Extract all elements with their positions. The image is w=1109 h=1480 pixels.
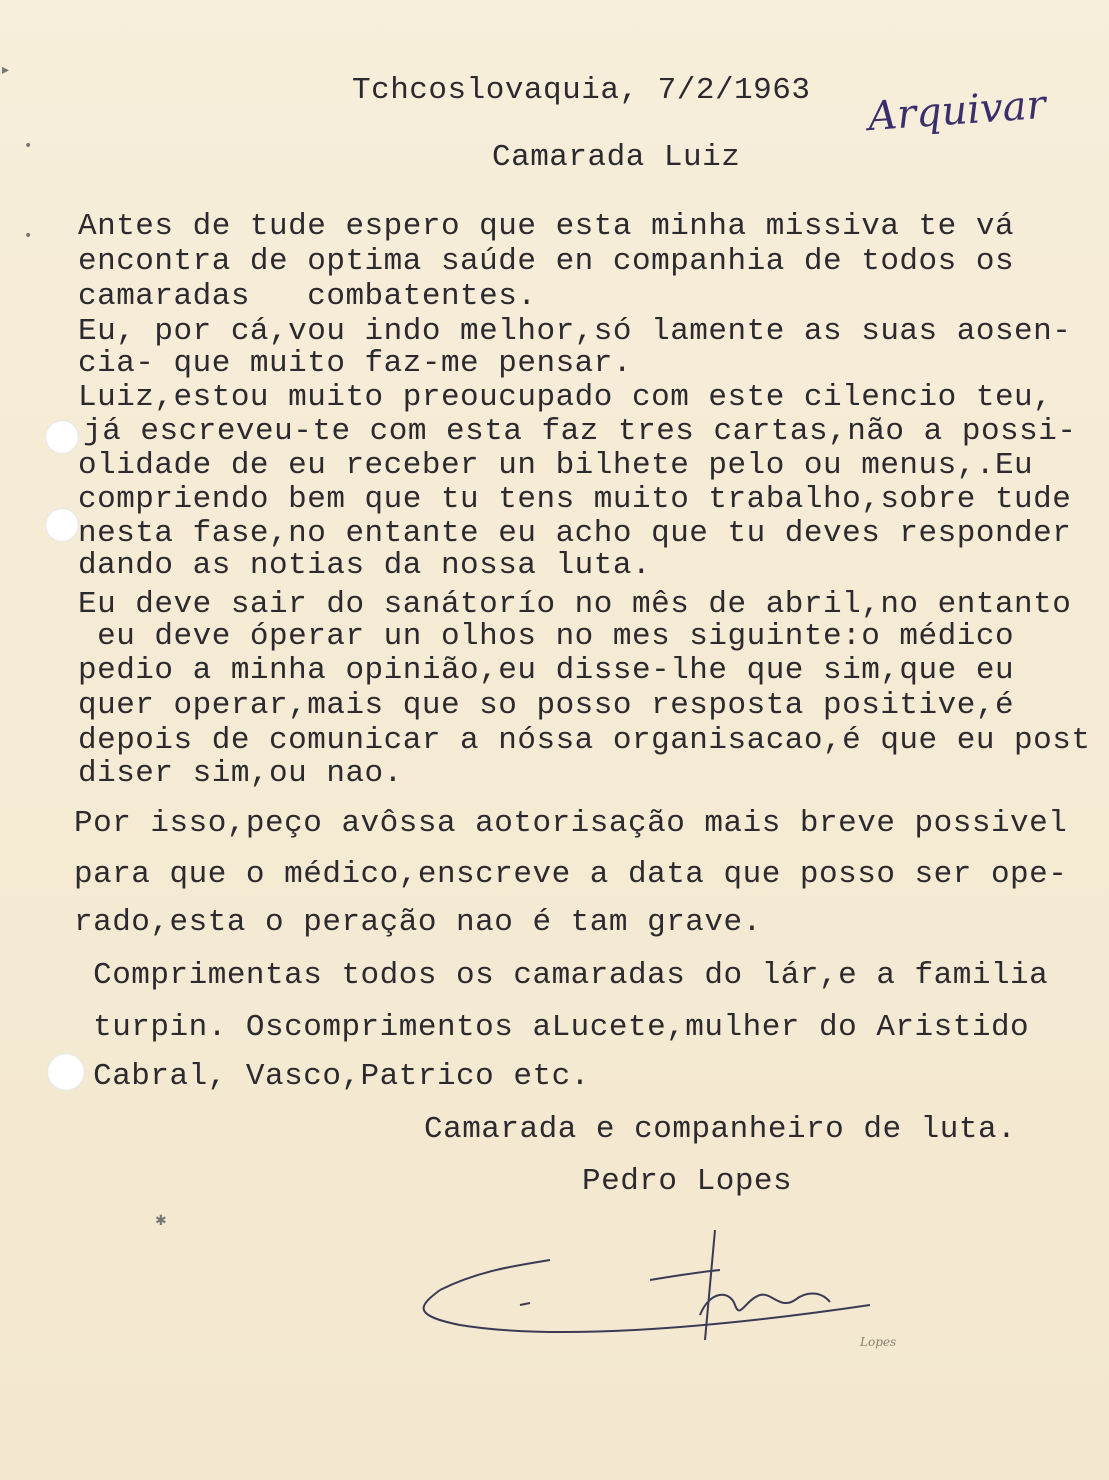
body-line: eu deve óperar un olhos no mes siguinte:o médico <box>78 619 1015 654</box>
body-line: olidade de eu receber un bilhete pelo ou menus,.Eu <box>78 448 1034 483</box>
body-line: Cabral, Vasco,Patrico etc. <box>74 1059 590 1094</box>
margin-mark: ▸ <box>2 62 10 78</box>
body-line: camaradas combatentes. <box>78 279 537 314</box>
body-line: Eu deve sair do sanátorío no mês de abril,no entanto <box>78 587 1072 622</box>
body-line: turpin. Oscomprimentos aLucete,mulher do Aristido <box>74 1010 1030 1045</box>
body-line: compriendo bem que tu tens muito trabalho,sobre tude <box>78 482 1072 517</box>
signature-name: Pedro Lopes <box>582 1164 793 1199</box>
place-date: Tchcoslovaquia, 7/2/1963 <box>352 73 811 108</box>
signature-scrawl: Lopes <box>860 1335 897 1349</box>
margin-mark: • <box>24 228 33 244</box>
punch-hole-middle <box>45 508 79 542</box>
handwritten-annotation: Arquivar <box>866 81 1048 141</box>
body-line: dando as notias da nossa luta. <box>78 548 652 583</box>
body-line: para que o médico,enscreve a data que posso ser ope- <box>74 857 1068 892</box>
body-line: Luiz,estou muito preoucupado com este cilencio teu, <box>78 380 1053 415</box>
body-line: nesta fase,no entante eu acho que tu deves responder <box>78 516 1072 551</box>
body-line: diser sim,ou nao. <box>78 756 403 791</box>
body-line: encontra de optima saúde en companhia de todos os <box>78 244 1015 279</box>
body-line: Comprimentas todos os camaradas do lár,e a familia <box>74 958 1049 993</box>
body-line: quer operar,mais que so posso resposta positive,é <box>78 688 1015 723</box>
margin-mark: ✱ <box>155 1213 167 1229</box>
body-line: Eu, por cá,vou indo melhor,só lamente as suas aosen- <box>78 314 1072 349</box>
salutation: Camarada Luiz <box>492 140 741 175</box>
closing: Camarada e companheiro de luta. <box>424 1112 1017 1147</box>
body-line: Antes de tude espero que esta minha missiva te vá <box>78 209 1015 244</box>
body-line: Por isso,peço avôssa aotorisação mais breve possivel <box>74 806 1068 841</box>
body-line: depois de comunicar a nóssa organisacao,é que eu post <box>78 723 1091 758</box>
body-line: já escreveu-te com esta faz tres cartas,não a possi- <box>64 414 1077 449</box>
body-line: rado,esta o peração nao é tam grave. <box>74 905 762 940</box>
body-line: pedio a minha opinião,eu disse-lhe que sim,que eu <box>78 653 1015 688</box>
margin-mark: • <box>24 138 33 154</box>
handwritten-signature <box>400 1230 920 1350</box>
body-line: cia- que muito faz-me pensar. <box>78 346 632 381</box>
